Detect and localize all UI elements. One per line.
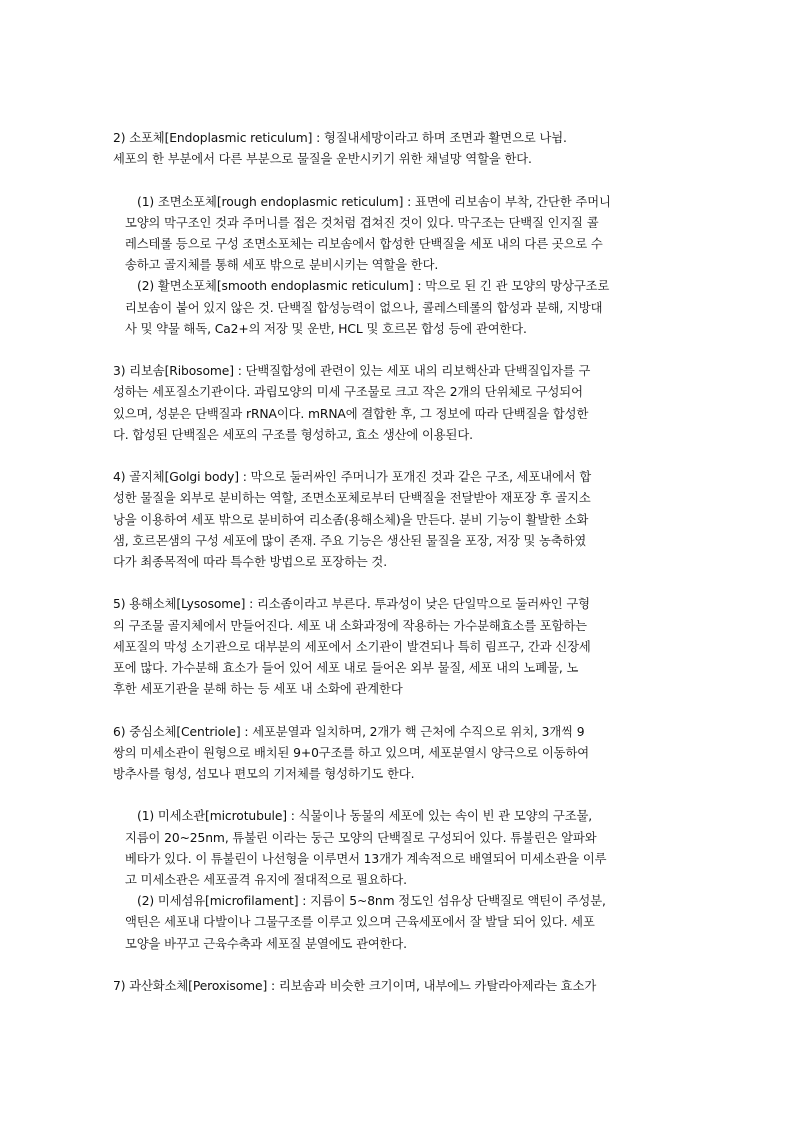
text-line: 다. 합성된 단백질은 세포의 구조를 형성하고, 효소 생산에 이용된다. bbox=[113, 427, 473, 442]
text-line: 6) 중심소체[Centriole] : 세포분열과 일치하며, 2개가 핵 근처에 수직으로 위치, 3개씩 9 bbox=[113, 724, 585, 739]
text-line: 있으며, 성분은 단백질과 rRNA이다. mRNA에 결합한 후, 그 정보에 따라 단백질을 합성한 bbox=[113, 406, 589, 421]
paragraph bbox=[113, 806, 681, 891]
text-line: 성한 물질을 외부로 분비하는 역할, 조면소포체로부터 단백질을 전달받아 재포장 후 골지소 bbox=[113, 491, 591, 506]
paragraph-gap bbox=[113, 170, 681, 191]
text-line: 방추사를 형성, 섬모나 편모의 기저체를 형성하기도 한다. bbox=[113, 767, 415, 782]
text-line: 세포의 한 부분에서 다른 부분으로 물질을 운반시키기 위한 채널망 역할을 한다. bbox=[113, 152, 532, 167]
text-line: 베타가 있다. 이 튜불린이 나선형을 이루면서 13개가 계속적으로 배열되어 미세소관을 이루 bbox=[125, 851, 607, 866]
paragraph-gap bbox=[113, 700, 681, 721]
text-line: 샘, 호르몬샘의 구성 세포에 많이 존재. 주요 기능은 생산된 물질을 포장, 저장 및 농축하였 bbox=[113, 533, 587, 548]
text-line: (1) 조면소포체[rough endoplasmic reticulum] : 표면에 리보솜이 부착, 간단한 주머니 bbox=[137, 194, 611, 209]
text-line: (1) 미세소관[microtubule] : 식물이나 동물의 세포에 있는 속이 빈 관 모양의 구조물, bbox=[137, 809, 593, 824]
text-line: 고 미세소관은 세포골격 유지에 절대적으로 필요하다. bbox=[125, 873, 407, 888]
text-line: 의 구조물 골지체에서 만들어진다. 세포 내 소화과정에 작용하는 가수분해효소를 포함하는 bbox=[113, 618, 587, 633]
text-line: 송하고 골지체를 통해 세포 밖으로 분비시키는 역할을 한다. bbox=[125, 258, 439, 273]
text-line: 쌍의 미세소관이 원형으로 배치된 9+0구조를 하고 있으며, 세포분열시 양극으로 이동하여 bbox=[113, 745, 589, 760]
text-line: 모양의 막구조인 것과 주머니를 접은 것처럼 겹쳐진 것이 있다. 막구조는 단백질 인지질 콜 bbox=[125, 215, 599, 230]
text-line: 포에 많다. 가수분해 효소가 들어 있어 세포 내로 들어온 외부 물질, 세포 내의 노폐물, 노 bbox=[113, 661, 579, 676]
text-line: 후한 세포기관을 분해 하는 등 세포 내 소화에 관계한다 bbox=[113, 682, 403, 697]
text-line: 지름이 20~25nm, 튜불린 이라는 둥근 모양의 단백질로 구성되어 있다. 튜불린은 알파와 bbox=[125, 830, 597, 845]
text-line: 리보솜이 붙어 있지 않은 것. 단백질 합성능력이 없으나, 콜레스테롤의 합성과 분해, 지방대 bbox=[125, 300, 603, 315]
paragraph bbox=[113, 361, 681, 446]
text-line: 4) 골지체[Golgi body] : 막으로 둘러싸인 주머니가 포개진 것과 같은 구조, 세포내에서 합 bbox=[113, 470, 592, 485]
text-line: 5) 용해소체[Lysosome] : 리소좀이라고 부른다. 투과성이 낮은 단일막으로 둘러싸인 구형 bbox=[113, 597, 590, 612]
text-line: 낭을 이용하여 세포 밖으로 분비하여 리소좀(용해소체)을 만든다. 분비 기능이 활발한 소화 bbox=[113, 512, 589, 527]
text-line: 레스테롤 등으로 구성 조면소포체는 리보솜에서 합성한 단백질을 세포 내의 다른 곳으로 수 bbox=[125, 237, 603, 251]
text-line: 액틴은 세포내 다발이나 그물구조를 이루고 있으며 근육세포에서 잘 발달 되어 있다. 세포 bbox=[125, 915, 595, 930]
paragraph bbox=[113, 467, 681, 573]
paragraph bbox=[113, 276, 681, 340]
text-line: 성하는 세포질소기관이다. 과립모양의 미세 구조물로 크고 작은 2개의 단위체로 구성되어 bbox=[113, 385, 583, 400]
paragraph-gap bbox=[113, 340, 681, 361]
paragraph-gap bbox=[113, 955, 681, 976]
paragraph bbox=[113, 192, 681, 277]
paragraph-gap bbox=[113, 446, 681, 467]
paragraph-gap bbox=[113, 785, 681, 806]
text-line: (2) 미세섬유[microfilament] : 지름이 5~8nm 정도인 섬유상 단백질로 액틴이 주성분, bbox=[137, 894, 606, 909]
document-body bbox=[113, 128, 681, 997]
text-line: 7) 과산화소체[Peroxisome] : 리보솜과 비슷한 크기이며, 내부에느 카탈라아제라는 효소가 bbox=[113, 979, 597, 994]
text-line: (2) 활면소포체[smooth endoplasmic reticulum] : 막으로 된 긴 관 모양의 망상구조로 bbox=[137, 279, 610, 294]
paragraph bbox=[113, 891, 681, 955]
paragraph-gap bbox=[113, 573, 681, 594]
paragraph bbox=[113, 128, 681, 170]
text-line: 사 및 약물 해독, Ca2+의 저장 및 운반, HCL 및 호르몬 합성 등에 관여한다. bbox=[125, 321, 527, 336]
text-line: 2) 소포체[Endoplasmic reticulum] : 형질내세망이라고 하며 조면과 활면으로 나뉨. bbox=[113, 131, 567, 145]
text-line: 다가 최종목적에 따라 특수한 방법으로 포장하는 것. bbox=[113, 555, 388, 570]
text-line: 세포질의 막성 소기관으로 대부분의 세포에서 소기관이 발견되나 특히 림프구, 간과 신장세 bbox=[113, 639, 591, 654]
text-line: 3) 리보솜[Ribosome] : 단백질합성에 관련이 있는 세포 내의 리보핵산과 단백질입자를 구 bbox=[113, 364, 591, 379]
paragraph bbox=[113, 976, 681, 997]
paragraph bbox=[113, 722, 681, 786]
text-line: 모양을 바꾸고 근육수축과 세포질 분열에도 관여한다. bbox=[125, 936, 407, 951]
paragraph bbox=[113, 594, 681, 700]
